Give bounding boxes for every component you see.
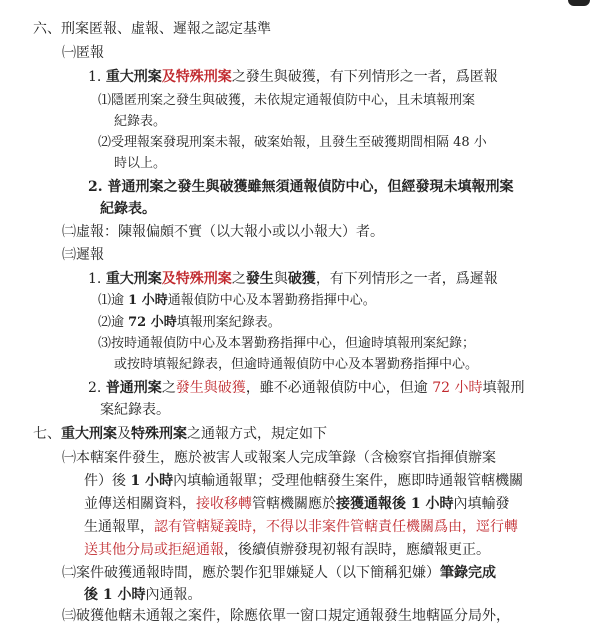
- section-7-title: 七、重大刑案及特殊刑案之通報方式，規定如下: [33, 426, 327, 442]
- s6-a-sub2-line1: ⑵受理報案發現刑案未報，破案始報，且發生至破獲期間相隔 48 小: [98, 135, 487, 150]
- s6-a-heading: ㈠匿報: [62, 45, 104, 61]
- s7-a-line3: 並傳送相關資料，接收移轉管轄機關應於接獲通報後 1 小時內填輸發: [84, 496, 510, 512]
- s7-b-line2: 後 1 小時內通報。: [84, 587, 202, 603]
- s6-a-sub1-line1: ⑴隱匿刑案之發生與破獲，未依規定通報偵防中心，且未填報刑案: [98, 93, 476, 108]
- section-6-title: 六、刑案匿報、虛報、遲報之認定基準: [33, 21, 271, 37]
- s7-a-line2: 件）後 1 小時內填輸通報單；受理他轄發生案件，應即時通報管轄機關: [84, 473, 524, 489]
- s7-a-line5: 送其他分局或拒絕通報，後續偵辦發現初報有誤時，應續報更正。: [84, 542, 490, 558]
- corner-mark: [568, 0, 590, 6]
- s6-c-sub1: ⑴逾 1 小時通報偵防中心及本署勤務指揮中心。: [98, 293, 376, 308]
- s7-a-line4: 生通報單，認有管轄疑義時，不得以非案件管轄責任機關爲由，逕行轉: [84, 519, 518, 535]
- s6-c-sub2: ⑵逾 72 小時填報刑案紀錄表。: [98, 315, 281, 330]
- s6-a-item1: 1. 重大刑案及特殊刑案之發生與破獲，有下列情形之一者，爲匿報: [88, 69, 498, 85]
- s6-c-sub3-line1: ⑶按時通報偵防中心及本署勤務指揮中心，但逾時填報刑案紀錄；: [98, 336, 476, 351]
- s6-b-text: ㈡虛報：陳報偏頗不實（以大報小或以小報大）者。: [62, 224, 384, 240]
- s6-c-item2-line1: 2. 普通刑案之發生與破獲，雖不必通報偵防中心，但逾 72 小時填報刑: [88, 380, 525, 396]
- s6-c-heading: ㈢遲報: [62, 247, 104, 263]
- s6-a-item2-line1: 2. 普通刑案之發生與破獲雖無須通報偵防中心，但經發現未填報刑案: [88, 179, 514, 195]
- s6-c-sub3-line2: 或按時填報紀錄表，但逾時通報偵防中心及本署勤務指揮中心。: [114, 357, 479, 372]
- s7-a-line1: ㈠本轄案件發生，應於被害人或報案人完成筆錄（含檢察官指揮偵辦案: [62, 450, 496, 466]
- s6-a-sub2-line2: 時以上。: [114, 156, 167, 171]
- s6-a-item2-line2: 紀錄表。: [100, 201, 156, 217]
- s6-a-sub1-line2: 紀錄表。: [114, 114, 167, 129]
- s7-b-line1: ㈡案件破獲通報時間，應於製作犯罪嫌疑人（以下簡稱犯嫌）筆錄完成: [62, 565, 496, 581]
- s7-c-line1: ㈢破獲他轄未通報之案件，除應依單一窗口規定通報發生地轄區分局外，: [62, 608, 510, 624]
- s6-c-item2-line2: 案紀錄表。: [100, 402, 170, 418]
- s6-c-item1: 1. 重大刑案及特殊刑案之發生與破獲，有下列情形之一者，爲遲報: [88, 271, 498, 287]
